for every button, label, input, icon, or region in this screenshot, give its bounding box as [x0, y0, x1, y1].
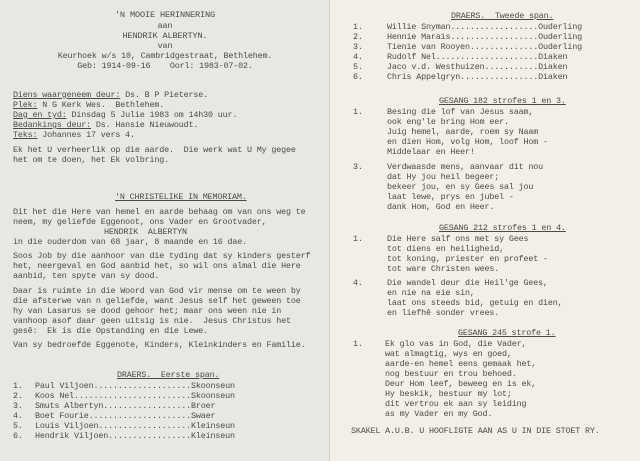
service-value: N G Kerk Wes. Bethlehem.	[37, 100, 165, 110]
memoriam-line: in die ouderdom van 68 jaar, 8 maande en 16 dae.	[13, 237, 248, 247]
pallbearer-row: 3. Tienie van Rooyen..............Ouderling	[353, 42, 583, 52]
pallbearer-row: 2. Koos Nel........................Skoonseun	[13, 391, 235, 401]
stanza-number: 1.	[353, 339, 363, 349]
pallbearer-row: 5. Louis Viljoen...................Kleinseun	[13, 421, 235, 431]
memoriam-title: 'N CHRISTELIKE IN MEMORIAM.	[115, 192, 247, 202]
hymn-line: aarde-en hemel eens gemaak het,	[385, 359, 537, 369]
service-label: Teks:	[13, 130, 38, 140]
hymn-line: en liefhê sonder vrees.	[387, 308, 500, 318]
verse-line: het om te doen, het Ek volbring.	[13, 155, 170, 165]
hymn-line: Verdwaasde mens, aanvaar dit nou	[387, 162, 544, 172]
service-text	[13, 131, 135, 141]
hymn-line: Juig hemel, aarde, roem sy Naam	[387, 127, 539, 137]
pallbearer-row: 4. Rudolf Nel.....................Diaken	[353, 52, 568, 62]
hymn-line: tot diens en heiligheid,	[387, 244, 505, 254]
footer-notice: SKAKEL A.U.B. U HOOFLIGTE AAN AS U IN DIE STOET RY.	[351, 426, 600, 436]
hymn-line: Deur Hom leef, beweeg en is ek,	[385, 379, 537, 389]
pallbearer-row: 1. Paul Viljoen....................Skoonseun	[13, 381, 235, 391]
memoriam-line: hy van Lasarus se dood gehoor het; maar ons ween nie in	[13, 306, 282, 316]
hymn-line: Ek glo vas in God, die Vader,	[385, 339, 527, 349]
pallbearer-row: 2. Hennie Marais..................Ouderling	[353, 32, 583, 42]
hymn-line: laat ons steeds bid, getuig en dien,	[387, 298, 563, 308]
hymn-line: bekeer jou, en sy Gees sal jou	[387, 182, 534, 192]
address: Keurhoek w/s 10, Cambridgestraat, Bethlehem.	[57, 51, 273, 61]
header-title: 'N MOOIE HERINNERING	[114, 10, 216, 20]
hymn-line: Besing die lof van Jesus saam,	[387, 107, 534, 117]
pallbearers-2-title: DRAERS. Tweede span.	[451, 11, 554, 21]
header-aan: aan	[157, 21, 173, 31]
service-label: Diens waargeneem deur:	[13, 90, 121, 100]
stanza-number: 1.	[353, 234, 363, 244]
stanza-number: 3.	[353, 162, 363, 172]
hymn-line: dat Hy jou heil begeer;	[387, 172, 500, 182]
pallbearer-row: 6. Chris Appelgryn................Diaken	[353, 72, 568, 82]
memoriam-signature: Van sy bedroefde Eggenote, Kinders, Kleinkinders en Familie.	[13, 340, 306, 350]
hymn-line: dit vertrou ek aan sy leiding	[385, 399, 527, 409]
hymn-line: laat lewe, prys en jubel -	[387, 192, 514, 202]
birth-death-dates: Geb: 1914-09-16 Oorl: 1983-07-02.	[77, 61, 253, 71]
memoriam-line: vanhoop asof daar geen uitsig is nie. Jesus Christus het	[13, 316, 291, 326]
memoriam-line: neem, my geliefde Eggenoot, ons Vader en Grootvader,	[13, 217, 267, 227]
hymn-line: dank Hom, God en Heer.	[387, 202, 495, 212]
service-value: Johannes 17 vers 4.	[37, 130, 135, 140]
service-value: Dinsdag 5 Julie 1983 om 14h30 uur.	[66, 110, 238, 120]
pallbearer-row: 5. Jaco v.d. Westhuizen...........Diaken	[353, 62, 568, 72]
memoriam-line: gesê: Ek is die Opstanding en die Lewe.	[13, 326, 209, 336]
hymn-line: Die wandel deur die Heil'ge Gees,	[387, 278, 548, 288]
stanza-number: 4.	[353, 278, 363, 288]
stanza-number: 1.	[353, 107, 363, 117]
memoriam-line: die afsterwe van n geliefde, want Jesus self het geween toe	[13, 296, 301, 306]
header-van: van	[157, 41, 173, 51]
hymn-line: en dien Hom, volg Hom, loof Hom -	[387, 137, 548, 147]
service-label: Bedankings deur:	[13, 120, 92, 130]
memoriam-line: aanbid, ten spyte van sy dood.	[13, 271, 160, 281]
service-value: Ds. Hansie Nieuwoudt.	[91, 120, 199, 130]
memoriam-line: Soos Job by die aanhoor van die tyding dat sy kinders gesterf	[13, 251, 311, 261]
memoriam-name: HENDRIK ALBERTYN	[104, 227, 187, 237]
memoriam-line: Daar is ruimte in die Woord van God vir mense om te ween by	[13, 286, 301, 296]
memoriam-line: het, neergeval en God aanbid het, so wil ons almal die Here	[13, 261, 301, 271]
hymn-line: tot ware Christen wees.	[387, 264, 500, 274]
hymn-line: Die Here salf ons met sy Gees	[387, 234, 529, 244]
service-label: Plek:	[13, 100, 38, 110]
hymn-line: nog bestuur en trou behoed.	[385, 369, 517, 379]
hymn-line: Middelaar en Heer!	[387, 147, 475, 157]
hymn-line: wat almagtig, wys en goed,	[385, 349, 512, 359]
hymn-212-title: GESANG 212 strofes 1 en 4.	[439, 223, 566, 233]
memoriam-line: Dit het die Here van hemel en aarde behaag om van ons weg te	[13, 207, 306, 217]
pallbearers-1-title: DRAERS. Eerste span.	[117, 370, 220, 380]
pallbearer-row: 1. Willie Snyman..................Ouderling	[353, 22, 583, 32]
hymn-line: Hy beskik, bestuur my lot;	[385, 389, 512, 399]
pallbearer-row: 4. Boet Fourie.....................Swaer	[13, 411, 216, 421]
service-value: Ds. B P Pieterse.	[120, 90, 209, 100]
service-label: Dag en tyd:	[13, 110, 67, 120]
hymn-line: ook eng'le bring Hom eer.	[387, 117, 509, 127]
hymn-182-title: GESANG 182 strofes 1 en 3.	[439, 96, 566, 106]
hymn-line: as my Vader en my God.	[385, 409, 493, 419]
hymn-245-title: GESANG 245 strofe 1.	[458, 328, 556, 338]
deceased-name: HENDRIK ALBERTYN.	[122, 31, 208, 41]
hymn-line: en nie na eie sin,	[387, 288, 475, 298]
pallbearer-row: 3. Smuts Albertyn..................Broer	[13, 401, 216, 411]
right-page	[330, 0, 640, 461]
verse-line: Ek het U verheerlik op die aarde. Die werk wat U My gegee	[13, 145, 296, 155]
hymn-line: tot koning, priester en profeet -	[387, 254, 548, 264]
pallbearer-row: 6. Hendrik Viljoen.................Kleinseun	[13, 431, 235, 441]
